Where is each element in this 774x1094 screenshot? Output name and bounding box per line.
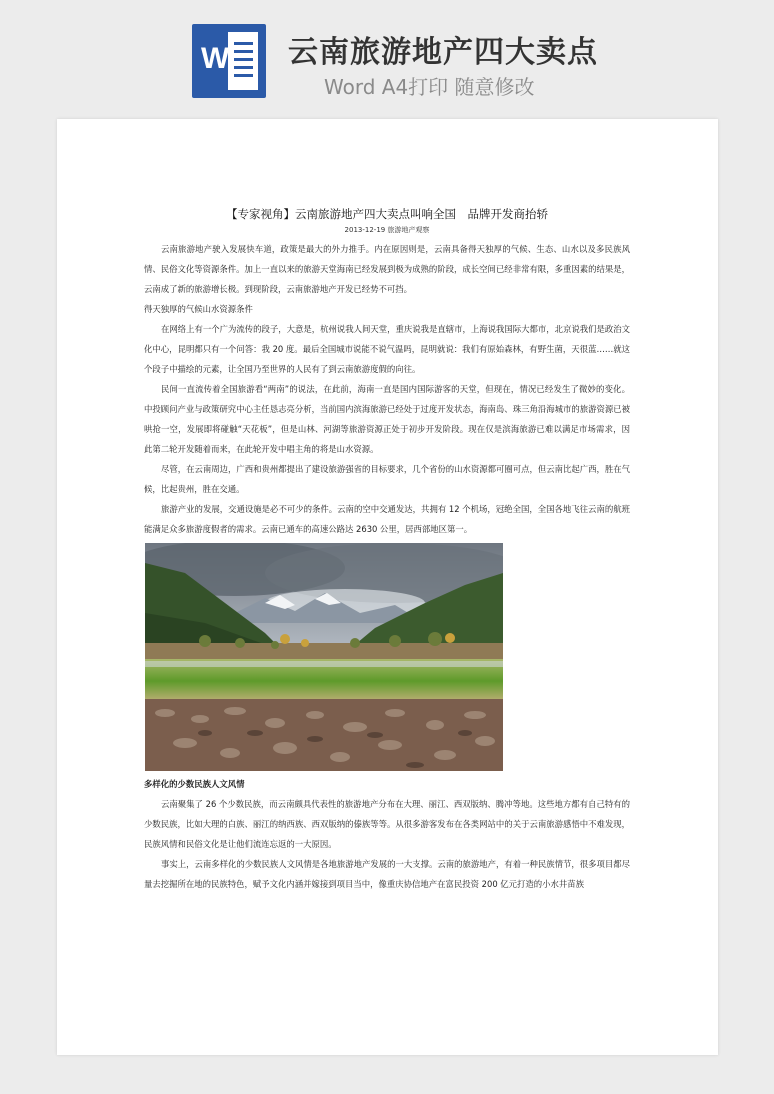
paragraph: 旅游产业的发展，交通设施是必不可少的条件。云南的空中交通发达，共拥有 12 个机场，冠绝全国，全国各地飞往云南的航班能满足众多旅游度假者的需求。云南已通车的高速公路达 2630 公里，居西部地区第一。 (144, 504, 630, 534)
article (144, 205, 630, 894)
section-heading: 多样化的少数民族人文风情 (144, 779, 245, 789)
paragraph: 民间一直流传着全国旅游看“两南”的说法，在此前，海南一直是国内国际游客的天堂，但现在，情况已经发生了微妙的变化。中投顾问产业与政策研究中心主任恳志亮分析，当前国内滨海旅游已经处于过度开发状态，海南岛、珠三角沿海城市的旅游资源已被哄抢一空，发展即将碰触“天花板”，但是山林、河湖等旅游资源正处于初步开发阶段。现在仅是滨海旅游已难以满足市场需求，因此第二轮开发随着而来，在此轮开发中唱主角的将是山水资源。 (144, 384, 630, 454)
paragraph: 在网络上有一个广为流传的段子，大意是，杭州说我人间天堂，重庆说我是直辖市，上海说我国际大都市，北京说我们是政治文化中心，昆明都只有一个问答：我 20 度。最后全国城市说能不说气温吗，昆明就说：我们有原始森林，有野生菌，天很蓝……就这个段子中描绘的元素，让全国乃至世界的人民有了到云南旅游度假的向往。 (144, 324, 630, 374)
page-subtitle: Word A4打印 随意修改 (324, 75, 535, 99)
section-heading: 得天独厚的气候山水资源条件 (144, 304, 253, 314)
paragraph: 事实上，云南多样化的少数民族人文风情是各地旅游地产发展的一大支撑。云南的旅游地产，有着一种民族情节，很多项目都尽量去挖掘所在地的民族特色，赋予文化内涵并嫁接到项目当中，像重庆协信地产在富民投资 200 亿元打造的小水井苗族 (144, 859, 630, 889)
landscape-image (145, 543, 503, 771)
word-icon-letter: W (201, 42, 230, 75)
document-page (57, 119, 718, 1055)
article-title: 【专家视角】云南旅游地产四大卖点叫响全国 品牌开发商抬轿 (226, 207, 548, 221)
article-meta: 2013-12-19 旅游地产观察 (344, 226, 430, 234)
page-title: 云南旅游地产四大卖点 (288, 35, 598, 70)
header (0, 0, 774, 118)
paragraph: 尽管，在云南周边，广西和贵州都提出了建设旅游强省的目标要求，几个省份的山水资源都可圈可点，但云南比起广西，胜在气候，比起贵州，胜在交通。 (144, 464, 630, 494)
word-icon (192, 24, 266, 98)
word-icon-page (228, 32, 258, 90)
landscape-photo (145, 543, 503, 771)
paragraph: 云南聚集了 26 个少数民族，而云南颇具代表性的旅游地产分布在大理、丽江、西双版纳、腾冲等地。这些地方都有自己特有的少数民族，比如大理的白族、丽江的纳西族、西双版纳的傣族等等。从很多游客发布在各类网站中的关于云南旅游感悟中不难发现，民族风情和民俗文化是让他们流连忘返的一大原因。 (144, 799, 630, 849)
paragraph: 云南旅游地产驶入发展快车道，政策是最大的外力推手。内在原因则是，云南具备得天独厚的气候、生态、山水以及多民族风情、民俗文化等资源条件。加上一直以来的旅游天堂海南已经发展到极为成熟的阶段，成长空间已经非常有限，多重因素的结果是，云南成了新的旅游增长极。到现阶段，云南旅游地产开发已经势不可挡。 (144, 244, 630, 294)
